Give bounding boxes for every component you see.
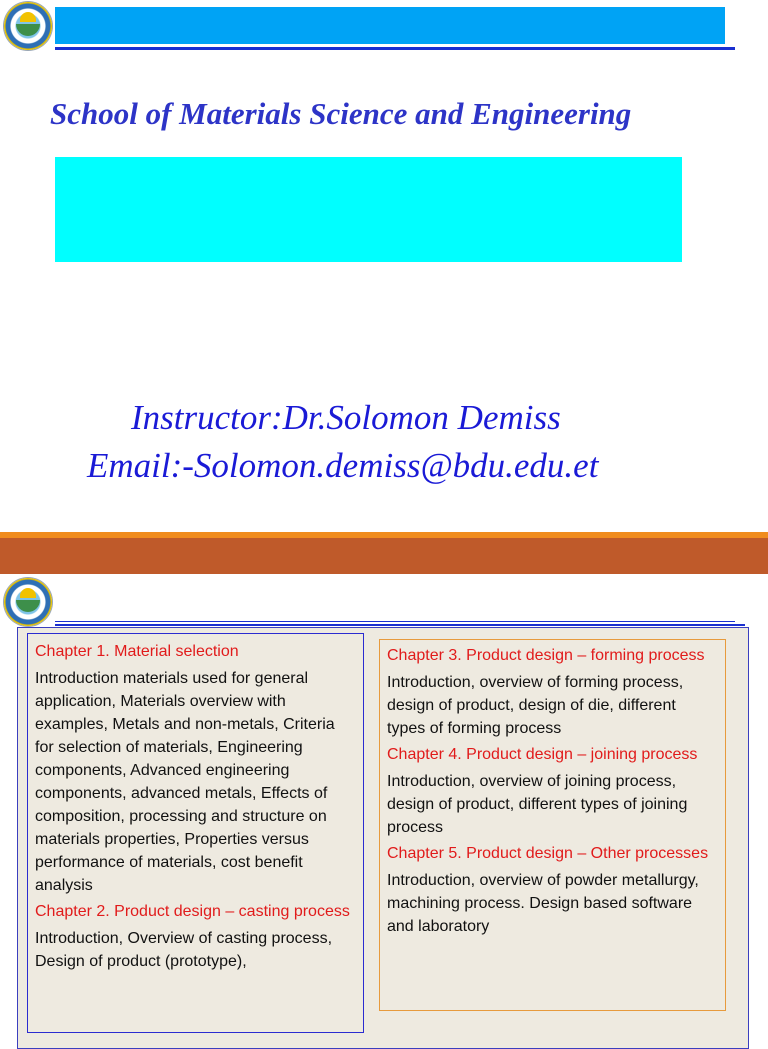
chapter-title: Chapter 5. Product design – Other processes — [387, 845, 709, 862]
header-rule — [55, 47, 735, 50]
chapter-description: Introduction, overview of joining process, design of product, different types of joining process — [387, 773, 688, 836]
chapter-description: Introduction, Overview of casting process, Design of product (prototype), — [35, 930, 333, 970]
header-rule — [55, 624, 745, 626]
instructor-name: Instructor:Dr.Solomon Demiss — [131, 398, 561, 437]
header-rule — [55, 621, 735, 622]
outline-right-column — [379, 639, 726, 1011]
instructor-email: Email:-Solomon.demiss@bdu.edu.et — [87, 446, 599, 485]
chapter-description: Introduction materials used for general application, Materials overview with examples, Metals and non-metals, Criteria for selection of materials, Engineering components, Advanced engineering components, advanced metals, Effects of composition, processing and structure on materials properties, Properties versus performance of materials, cost benefit analysis — [35, 670, 335, 894]
chapter-description: Introduction, overview of forming process, design of product, design of die, different types of forming process — [387, 674, 684, 737]
chapter-title: Chapter 4. Product design – joining process — [387, 746, 698, 763]
slide-divider — [0, 538, 768, 574]
university-logo-icon — [4, 2, 52, 50]
chapter-title: Chapter 2. Product design – casting process — [35, 903, 350, 920]
chapter-description: Introduction, overview of powder metallurgy, machining process. Design based software and laboratory — [387, 872, 699, 935]
university-logo-icon — [4, 578, 52, 626]
chapter-title: Chapter 1. Material selection — [35, 643, 239, 660]
outline-left-column — [27, 633, 364, 1033]
school-title: School of Materials Science and Engineering — [50, 96, 632, 131]
course-title-box — [55, 157, 682, 262]
title-banner-bar — [55, 7, 725, 44]
chapter-title: Chapter 3. Product design – forming process — [387, 647, 705, 664]
